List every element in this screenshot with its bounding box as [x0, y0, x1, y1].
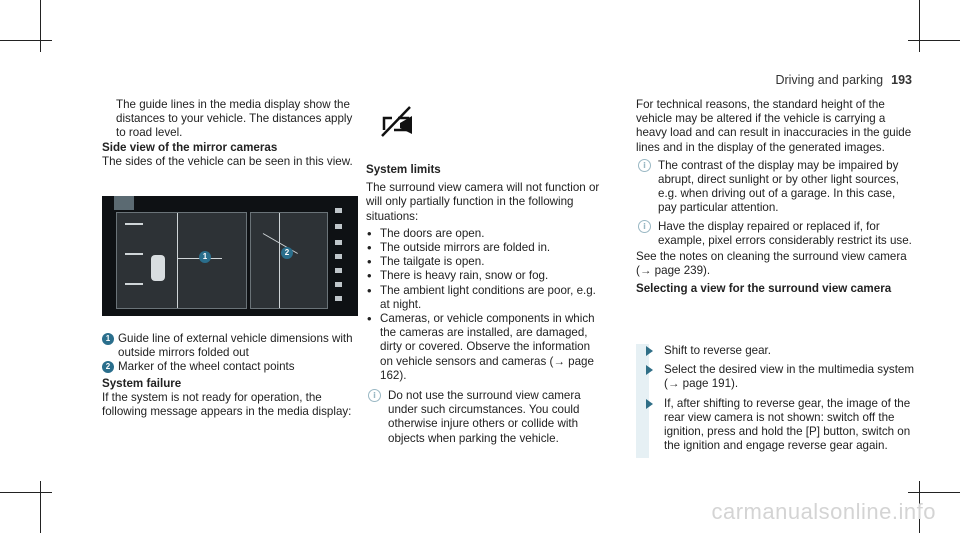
limits-list	[366, 227, 606, 383]
system-limits-intro: The surround view camera will not function or will only partially function in the following situations:	[366, 181, 600, 223]
list-item: • There is heavy rain, snow or fog.	[366, 269, 606, 283]
list-item: • Cameras, or vehicle components in which the cameras are installed, are damaged, dirty or covered. Observe the information on vehicle sensors and cameras (→ page 162).	[366, 312, 606, 383]
parking-line	[125, 283, 143, 285]
note-block	[366, 389, 606, 446]
step-text: Shift to reverse gear.	[664, 344, 771, 357]
crop-mark	[919, 0, 920, 52]
guide-lines-text: The guide lines in the media display show the distances to your vehicle. The distances apply to road level.	[116, 98, 353, 140]
info-icon: i	[638, 159, 651, 172]
section-title: Driving and parking	[775, 73, 884, 87]
selecting-view-heading: Selecting a view for the surround view camera	[636, 282, 892, 296]
height-text: For technical reasons, the standard height of the vehicle may be altered if the vehicle is carrying a heavy load and can result in inaccuracies in the guide lines and in the display of the generated images.	[636, 98, 912, 154]
note-text: Have the display repaired or replaced if, for example, pixel errors considerably restrict its use.	[658, 219, 912, 247]
step-text: Select the desired view in the multimedia system (→ page 191).	[664, 363, 915, 391]
legend-text-2: Marker of the wheel contact points	[118, 360, 295, 374]
watermark: carmanualsonline.info	[711, 499, 936, 524]
crop-mark	[0, 492, 52, 493]
note-text: Do not use the surround view camera under such circumstances. You could otherwise injure others or collide with objects when parking the vehicle.	[388, 389, 581, 445]
view-icon	[335, 296, 342, 301]
crop-mark	[908, 40, 960, 41]
info-icon: i	[638, 220, 651, 233]
left-camera-panel	[116, 212, 247, 309]
crop-mark	[0, 40, 52, 41]
note-block	[636, 220, 916, 248]
view-icon	[335, 208, 342, 213]
step-arrow-icon	[646, 365, 653, 375]
view-icon	[335, 224, 342, 229]
top-view-icon	[114, 196, 134, 210]
vehicle-top-view	[151, 255, 165, 281]
step-item	[636, 344, 916, 358]
column-1-lower	[102, 332, 358, 419]
camera-unavailable-icon	[380, 104, 414, 138]
note-block	[636, 159, 916, 216]
list-item: • The tailgate is open.	[366, 255, 606, 269]
system-failure-heading: System failure	[102, 376, 182, 390]
view-icon	[335, 240, 342, 245]
cleaning-text: See the notes on cleaning the surround view camera (→ page 239).	[636, 250, 907, 278]
column-1	[102, 98, 358, 169]
step-item	[636, 363, 916, 391]
callout-2: 2	[281, 247, 293, 259]
info-icon: i	[368, 389, 381, 402]
step-arrow-icon	[646, 399, 653, 409]
crop-mark	[40, 481, 41, 533]
column-3	[636, 98, 916, 297]
legend-text-1: Guide line of external vehicle dimensions with outside mirrors folded out	[118, 332, 353, 360]
system-failure-text: If the system is not ready for operation, the following message appears in the media display:	[102, 390, 352, 419]
crop-mark	[908, 492, 960, 493]
steps	[636, 344, 916, 453]
note-text: The contrast of the display may be impaired by abrupt, direct sunlight or by other light sources, e.g. when driving out of a garage. In this case, pay particular attention.	[658, 158, 900, 215]
view-icon	[335, 254, 342, 259]
page-number: 193	[891, 73, 912, 87]
side-view-text: The sides of the vehicle can be seen in this view.	[102, 154, 353, 168]
legend-item-2	[102, 360, 358, 374]
camera-display-figure	[102, 196, 358, 316]
list-item: • The doors are open.	[366, 227, 606, 241]
callout-1: 1	[199, 251, 211, 263]
legend-item-1	[102, 332, 358, 360]
view-icon	[335, 282, 342, 287]
page-header	[775, 73, 912, 87]
guide-line	[279, 213, 280, 308]
column-2	[366, 163, 606, 446]
list-item: • The ambient light conditions are poor, e.g. at night.	[366, 284, 606, 312]
crop-mark	[40, 0, 41, 52]
right-camera-panel	[250, 212, 328, 309]
side-view-heading: Side view of the mirror cameras	[102, 140, 278, 154]
parking-line	[125, 223, 143, 225]
step-arrow-icon	[646, 346, 653, 356]
parking-line	[125, 253, 143, 255]
guide-line	[177, 213, 178, 308]
callout-badge-1: 1	[102, 333, 114, 345]
step-text: If, after shifting to reverse gear, the image of the rear view camera is not shown: switch off the ignition, press and hold the [P] button, switch on the ignition and engage reverse gear again.	[664, 396, 911, 453]
system-limits-heading: System limits	[366, 163, 441, 176]
view-icon	[335, 268, 342, 273]
list-item: • The outside mirrors are folded in.	[366, 241, 606, 255]
step-item	[636, 397, 916, 454]
callout-badge-2: 2	[102, 361, 114, 373]
